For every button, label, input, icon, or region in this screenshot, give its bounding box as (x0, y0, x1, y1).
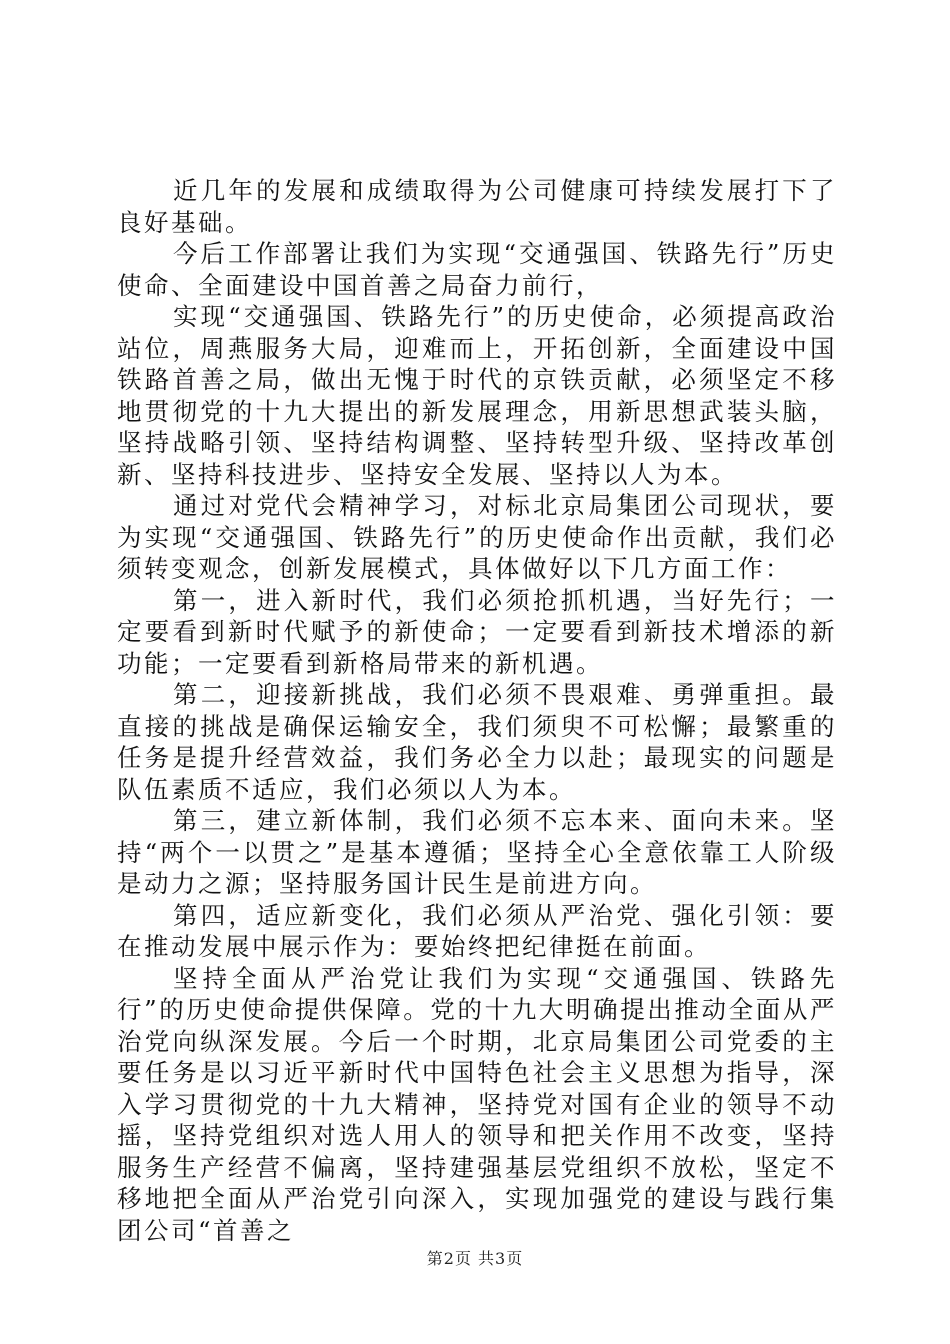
paragraph: 通过对党代会精神学习，对标北京局集团公司现状，要为实现“交通强国、铁路先行”的历史使命作出贡献，我们必须转变观念，创新发展模式，具体做好以下几方面工作： (117, 491, 837, 583)
paragraph: 坚持全面从严治党让我们为实现“交通强国、铁路先行”的历史使命提供保障。党的十九大明确提出推动全面从严治党向纵深发展。今后一个时期，北京局集团公司党委的主要任务是以习近平新时代中国特色社会主义思想为指导，深入学习贯彻党的十九大精神，坚持党对国有企业的领导不动摇，坚持党组织对选人用人的领导和把关作用不改变，坚持服务生产经营不偏离，坚持建强基层党组织不放松，坚定不移地把全面从严治党引向深入，实现加强党的建设与践行集团公司“首善之 (117, 963, 837, 1245)
paragraph: 今后工作部署让我们为实现“交通强国、铁路先行”历史使命、全面建设中国首善之局奋力前行， (117, 239, 837, 300)
paragraph: 第三，建立新体制，我们必须不忘本来、面向未来。坚持“两个一以贯之”是基本遵循；坚持全心全意依靠工人阶级是动力之源；坚持服务国计民生是前进方向。 (117, 806, 837, 898)
paragraph: 第四，适应新变化，我们必须从严治党、强化引领：要在推动发展中展示作为：要始终把纪律挺在前面。 (117, 900, 837, 961)
paragraph: 实现“交通强国、铁路先行”的历史使命，必须提高政治站位，周燕服务大局，迎难而上，开拓创新，全面建设中国铁路首善之局，做出无愧于时代的京铁贡献，必须坚定不移地贯彻党的十九大提出的新发展理念，用新思想武装头脑，坚持战略引领、坚持结构调整、坚持转型升级、坚持改革创新、坚持科技进步、坚持安全发展、坚持以人为本。 (117, 302, 837, 489)
document-body (117, 175, 837, 1246)
page-number-footer: 第2页 共3页 (426, 1249, 524, 1268)
paragraph: 近几年的发展和成绩取得为公司健康可持续发展打下了良好基础。 (117, 176, 837, 237)
paragraph: 第一，进入新时代，我们必须抢抓机遇，当好先行；一定要看到新时代赋予的新使命；一定要看到新技术增添的新功能；一定要看到新格局带来的新机遇。 (117, 585, 837, 678)
paragraph: 第二，迎接新挑战，我们必须不畏艰难、勇弹重担。最直接的挑战是确保运输安全，我们须臾不可松懈；最繁重的任务是提升经营效益，我们务必全力以赴；最现实的问题是队伍素质不适应，我们必须以人为本。 (117, 680, 837, 804)
